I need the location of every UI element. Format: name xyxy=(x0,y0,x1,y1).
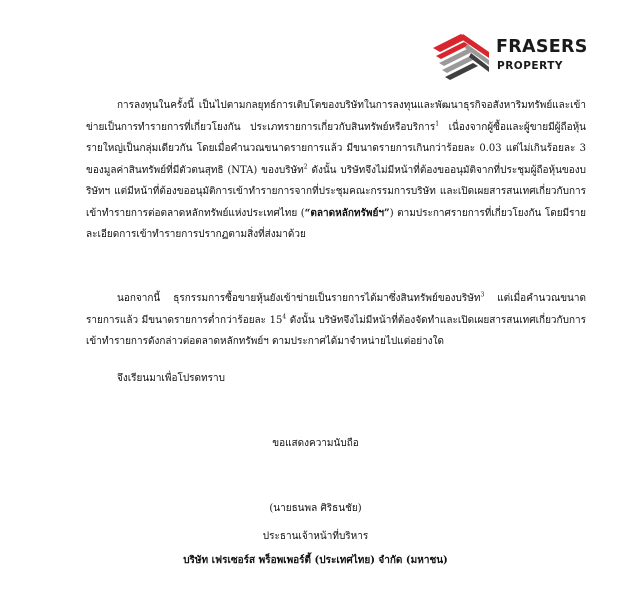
company-name: บริษัท เฟรเซอร์ส พร็อพเพอร์ตี้ (ประเทศไทย) จำกัด (มหาชน) xyxy=(183,555,448,566)
paragraph-for-information: จึงเรียนมาเพื่อโปรดทราบ xyxy=(117,373,225,384)
frasers-property-logo xyxy=(433,30,593,80)
paragraph2-part3: ดังนั้น บริษัทจึงไม่มีหน้าที่ต้องจัดทำและเปิดเผยสารสนเทศเกี่ยวกับการเข้าทำรายการดังกล่าวต่อตลาดหลักทรัพย์ฯ ตามประกาศได้มาจำหน่ายไปแต่อย่างใด xyxy=(86,314,586,347)
closing-salutation: ขอแสดงความนับถือ xyxy=(272,438,359,449)
paragraph1-part2: เนื่องจากผู้ซื้อและผู้ขายมีผู้ถือหุ้นรายใหญ่เป็นกลุ่มเดียวกัน โดยเมื่อคำนวณขนาดรายการแล้ว มีขนาดรายการเกินกว่าร้อยละ 0.03 แต่ไม่เกินร้อยละ 3 ของมูลค่าสินทรัพย์ที่มีตัวตนสุทธิ (NTA) ของบริษัท xyxy=(86,121,587,176)
defined-term-set: “ตลาดหลักทรัพย์ฯ” xyxy=(304,207,390,219)
logo-sub-text: PROPERTY xyxy=(497,60,563,72)
signatory-title: ประธานเจ้าหน้าที่บริหาร xyxy=(262,531,369,542)
signatory-name: (นายธนพล ศิริธนชัย) xyxy=(269,503,362,514)
paragraph1-part1: การลงทุนในครั้งนี้ เป็นไปตามกลยุทธ์การเติบโตของบริษัทในการลงทุนและพัฒนาธุรกิจอสังหาริมทรัพย์และเข้าข่ายเป็นการทำรายการที่เกี่ยวโยงกัน ประเภทรายการเกี่ยวกับสินทรัพย์หรือบริการ xyxy=(86,100,586,133)
logo-brand-text: FRASERS xyxy=(496,37,588,57)
paragraph2-part1: นอกจากนี้ ธุรกรรมการซื้อขายหุ้นยังเข้าข่ายเป็นรายการได้มาซึ่งสินทรัพย์ของบริษัท xyxy=(117,293,481,304)
footnote-ref-2: 2 xyxy=(303,163,308,171)
paragraph-connected-transaction xyxy=(86,95,586,246)
paragraph2-part2: แต่เมื่อคำนวณขนาดรายการแล้ว มีขนาดรายการต่ำกว่าร้อยละ 15 xyxy=(86,293,587,326)
paragraph-asset-acquisition xyxy=(86,288,586,353)
logo-stripes-icon xyxy=(433,30,489,80)
paragraph1-part4: ) ตามประกาศรายการที่เกี่ยวโยงกัน โดยมีรายละเอียดการเข้าทำรายการปรากฏตามสิ่งที่ส่งมาด้วย xyxy=(86,207,586,240)
footnote-ref-1: 1 xyxy=(435,120,440,128)
paragraph1-part3: ดังนั้น บริษัทจึงไม่มีหน้าที่ต้องขออนุมัติจากที่ประชุมผู้ถือหุ้นของบริษัทฯ แต่มีหน้าที่ต้องขออนุมัติการเข้าทำรายการจากที่ประชุมคณะกรรมการบริษัท และเปิดเผยสารสนเทศเกี่ยวกับการเข้าทำรายการต่อตลาดหลักทรัพย์แห่งประเทศไทย ( xyxy=(86,164,587,219)
footnote-ref-4: 4 xyxy=(282,313,287,321)
footnote-ref-3: 3 xyxy=(480,291,485,299)
